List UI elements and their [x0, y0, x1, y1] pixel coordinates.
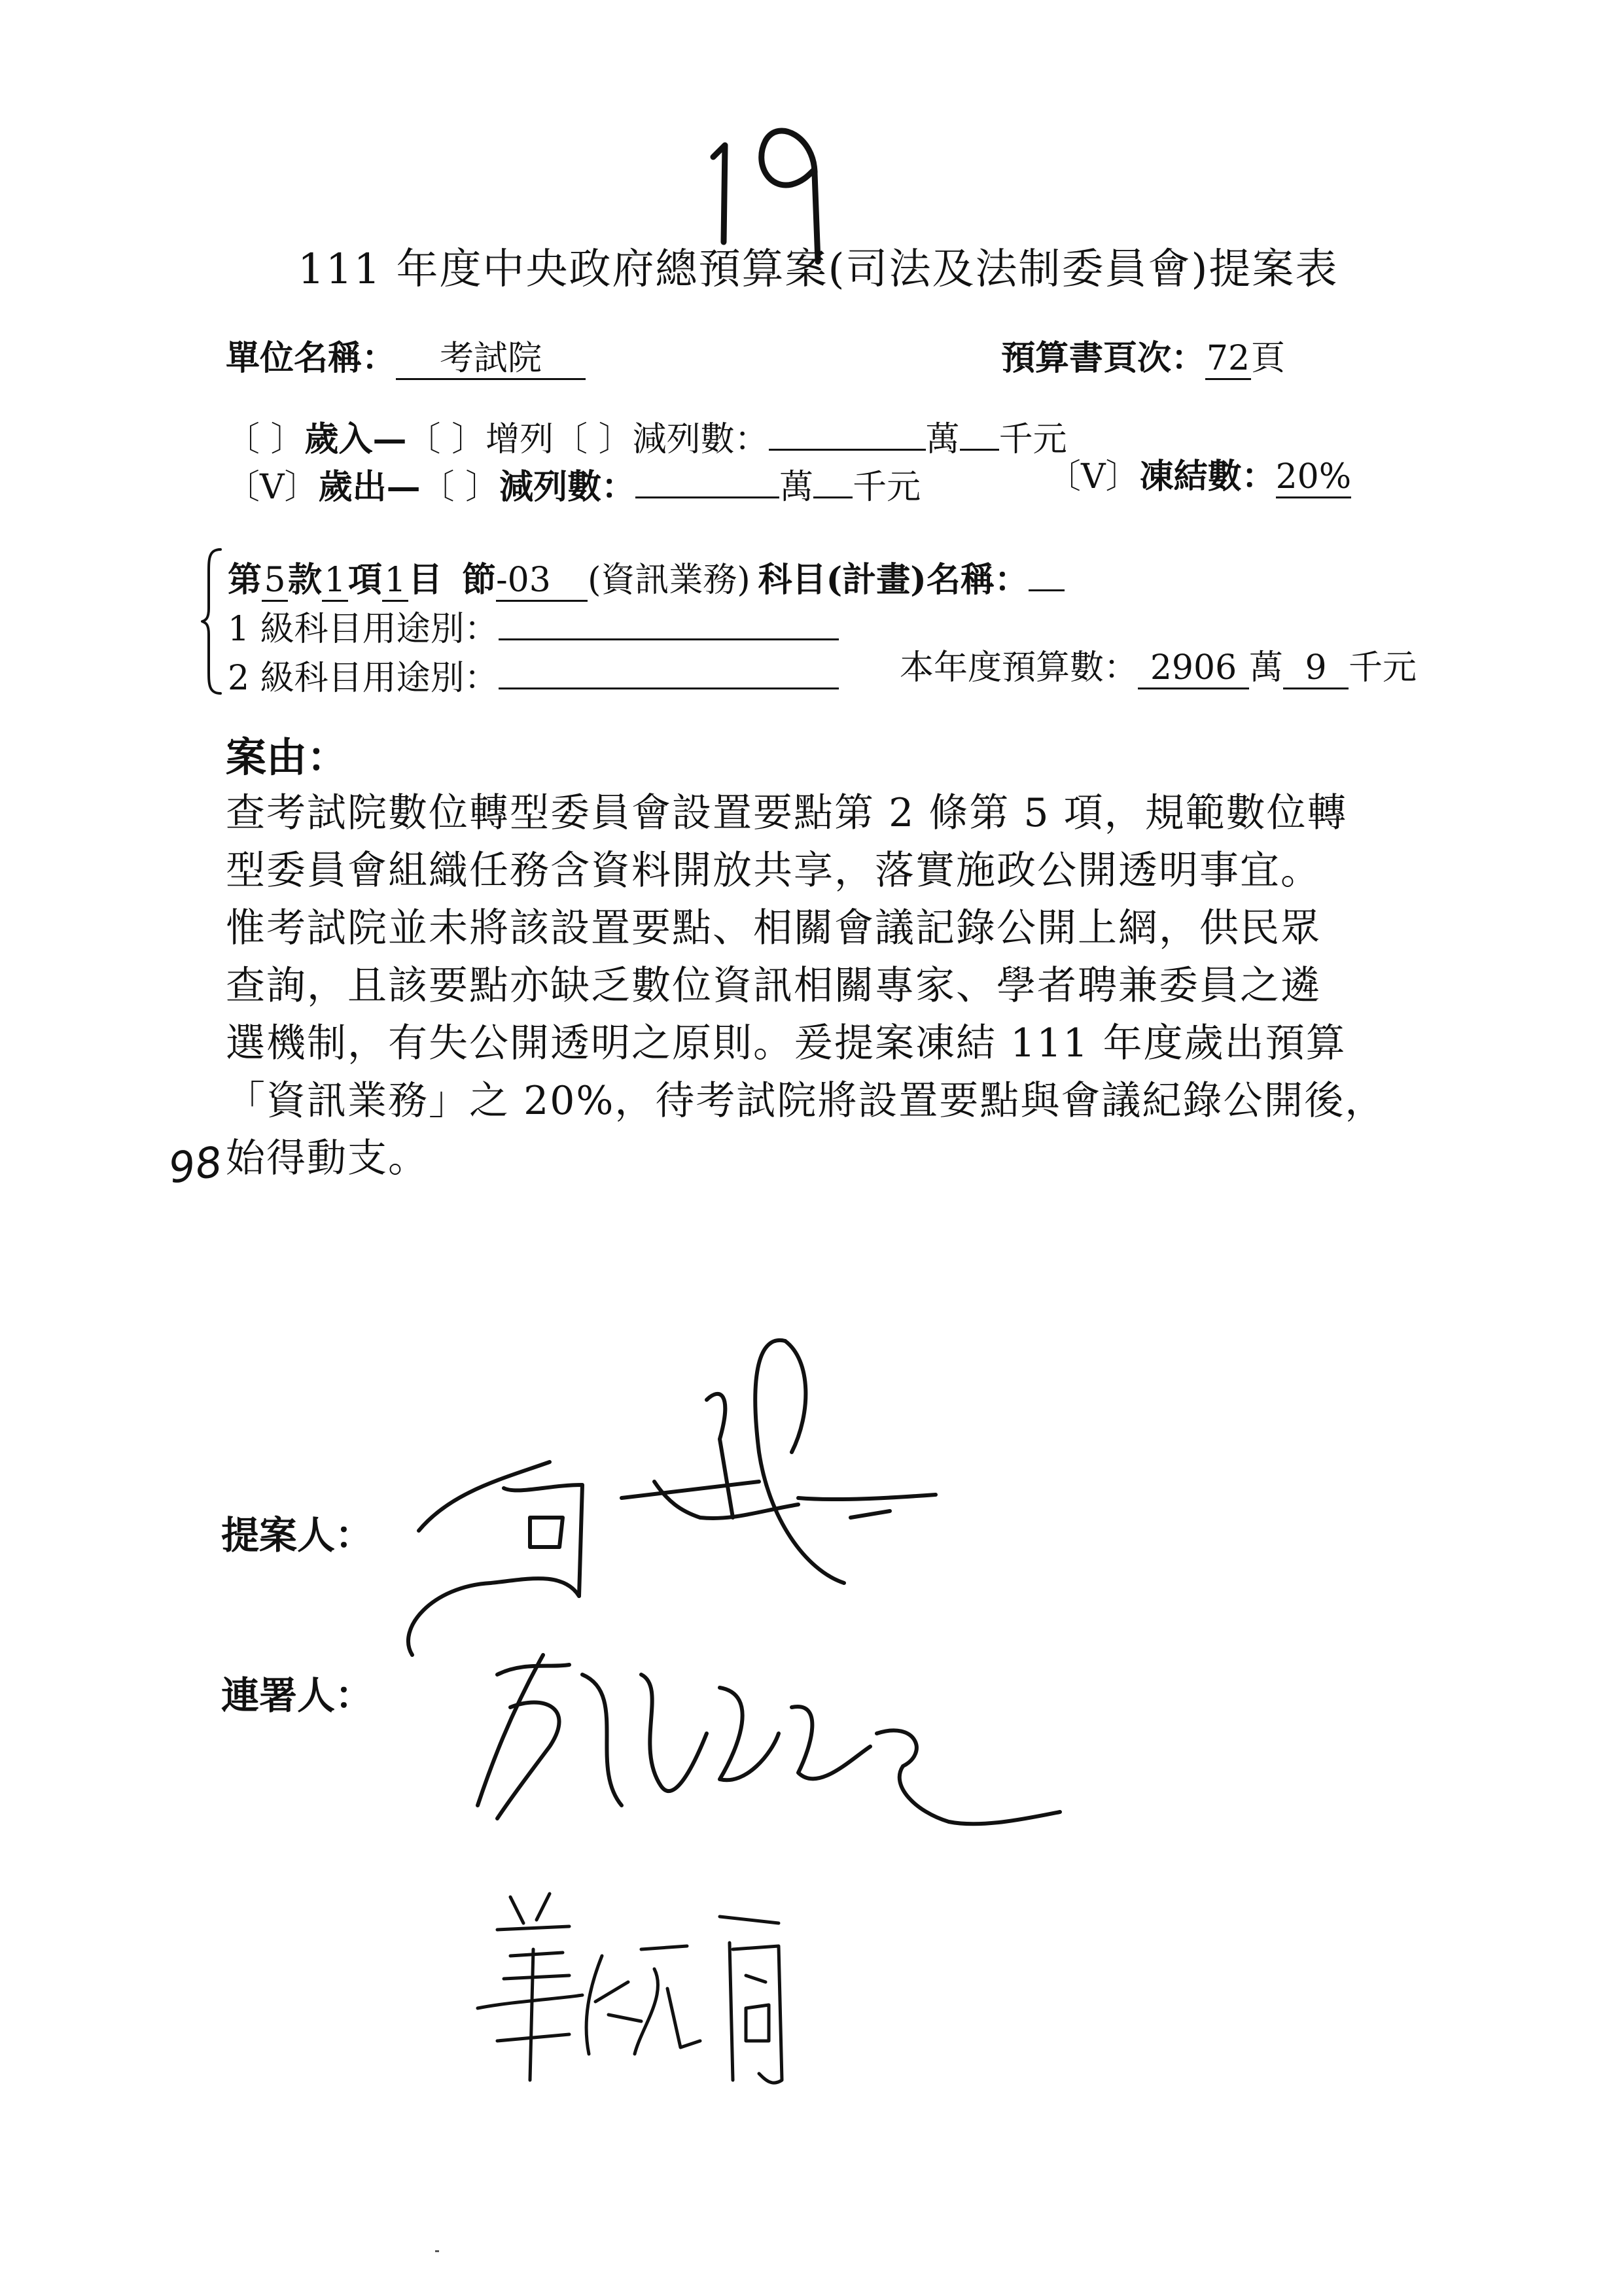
item-brace [200, 546, 226, 697]
expense-checkbox: 〔V〕 [226, 468, 319, 507]
revenue-decrease: 〔 〕減列數： [554, 420, 769, 459]
freeze-value: 20% [1276, 460, 1352, 498]
jie-number: -03 [496, 563, 588, 602]
reason-line: 選機制，有失公開透明之原則。爰提案凍結 111 年度歲出預算 [226, 1020, 1347, 1066]
unit-label: 單位名稱： [226, 338, 397, 378]
expense-label: 歲出— [318, 467, 421, 507]
mu-number: 1 [382, 563, 408, 602]
expense-wan-unit: 萬 [779, 468, 814, 507]
item-brace-shape [200, 546, 226, 697]
revenue-increase: 〔 〕增列 [406, 420, 554, 459]
revenue-qian-unit: 千元 [998, 420, 1067, 459]
scan-speck [435, 2250, 439, 2252]
expense-amount-wan [635, 460, 779, 498]
reason-line: 「資訊業務」之 20%，待考試院將設置要點與會議紀錄公開後， [226, 1078, 1386, 1124]
expense-decrease-checkbox: 〔 〕 [420, 468, 500, 507]
proposer-label: 提案人： [221, 1513, 374, 1557]
xiang-label: 項 [348, 560, 383, 600]
mu-label: 目 [408, 560, 443, 600]
level1-row [228, 602, 839, 649]
budget-wan-unit: 萬 [1249, 648, 1284, 687]
page-title: 111 年度中央政府總預算案(司法及法制委員會)提案表 [298, 245, 1339, 294]
margin-note: 98 [166, 1138, 226, 1194]
budget-label: 本年度預算數： [900, 648, 1139, 687]
level2-label: 2 級科目用途別： [228, 659, 499, 698]
item-name-value [1029, 553, 1065, 591]
page-ref-value: 72 [1205, 341, 1251, 380]
reason-line: 惟考試院並未將該設置要點、相關會議記錄公開上網，供民眾 [226, 905, 1321, 951]
budget-qian-unit: 千元 [1349, 648, 1417, 687]
level2-row [228, 651, 839, 698]
item-name-label: 科目(計畫)名稱： [758, 560, 1029, 600]
expense-qian-unit: 千元 [853, 468, 921, 507]
expense-amount-qian [813, 460, 853, 498]
kuan-prefix: 第 [228, 560, 262, 600]
freeze-checkbox: 〔V〕 [1047, 457, 1140, 496]
revenue-checkbox: 〔 〕 [226, 420, 305, 459]
jie-name: (資訊業務) [588, 561, 750, 600]
revenue-row [226, 412, 1067, 457]
budget-row [900, 648, 1417, 689]
cosigner-signature-1-strokes [471, 1635, 1073, 1845]
budget-qian: 9 [1283, 651, 1349, 689]
kuan-number: 5 [262, 563, 288, 602]
unit-value: 考試院 [396, 341, 586, 380]
reason-line: 始得動支。 [226, 1136, 429, 1181]
page-ref-label: 預算書頁次： [1001, 338, 1206, 378]
expense-decrease-label: 減列數： [499, 467, 636, 507]
reason-line: 查考試院數位轉型委員會設置要點第 2 條第 5 項，規範數位轉 [226, 790, 1348, 836]
proposer-signature-strokes [393, 1321, 955, 1661]
freeze-label: 凍結數： [1139, 457, 1276, 496]
cosigner-label: 連署人： [221, 1673, 374, 1718]
budget-wan: 2906 [1138, 651, 1249, 689]
page-ref-row [1001, 338, 1286, 380]
cosigner-signature-2 [471, 1884, 811, 2100]
jie-label: 節 [462, 560, 497, 600]
xiang-number: 1 [322, 563, 348, 602]
cosigner-signature-2-strokes [471, 1884, 811, 2100]
freeze-field [1047, 457, 1352, 498]
kuan-label: 款 [288, 560, 323, 600]
item-row [228, 553, 1065, 602]
level1-label: 1 級科目用途別： [228, 610, 499, 649]
reason-line: 查詢，且該要點亦缺乏數位資訊相關專家、學者聘兼委員之遴 [226, 963, 1321, 1009]
reason-line: 型委員會組織任務含資料開放共享，落實施政公開透明事宜。 [226, 848, 1321, 894]
page-ref-suffix: 頁 [1251, 339, 1286, 378]
revenue-amount-qian [960, 412, 999, 451]
level2-value [499, 651, 839, 689]
revenue-label: 歲入— [304, 419, 407, 459]
reason-heading: 案由： [226, 733, 348, 781]
unit-row [226, 338, 586, 380]
revenue-amount-wan [769, 412, 926, 451]
expense-row [226, 460, 921, 507]
proposer-signature [393, 1321, 955, 1661]
level1-value [499, 602, 839, 640]
revenue-wan-unit: 萬 [925, 420, 960, 459]
cosigner-signature-1 [471, 1635, 1073, 1845]
